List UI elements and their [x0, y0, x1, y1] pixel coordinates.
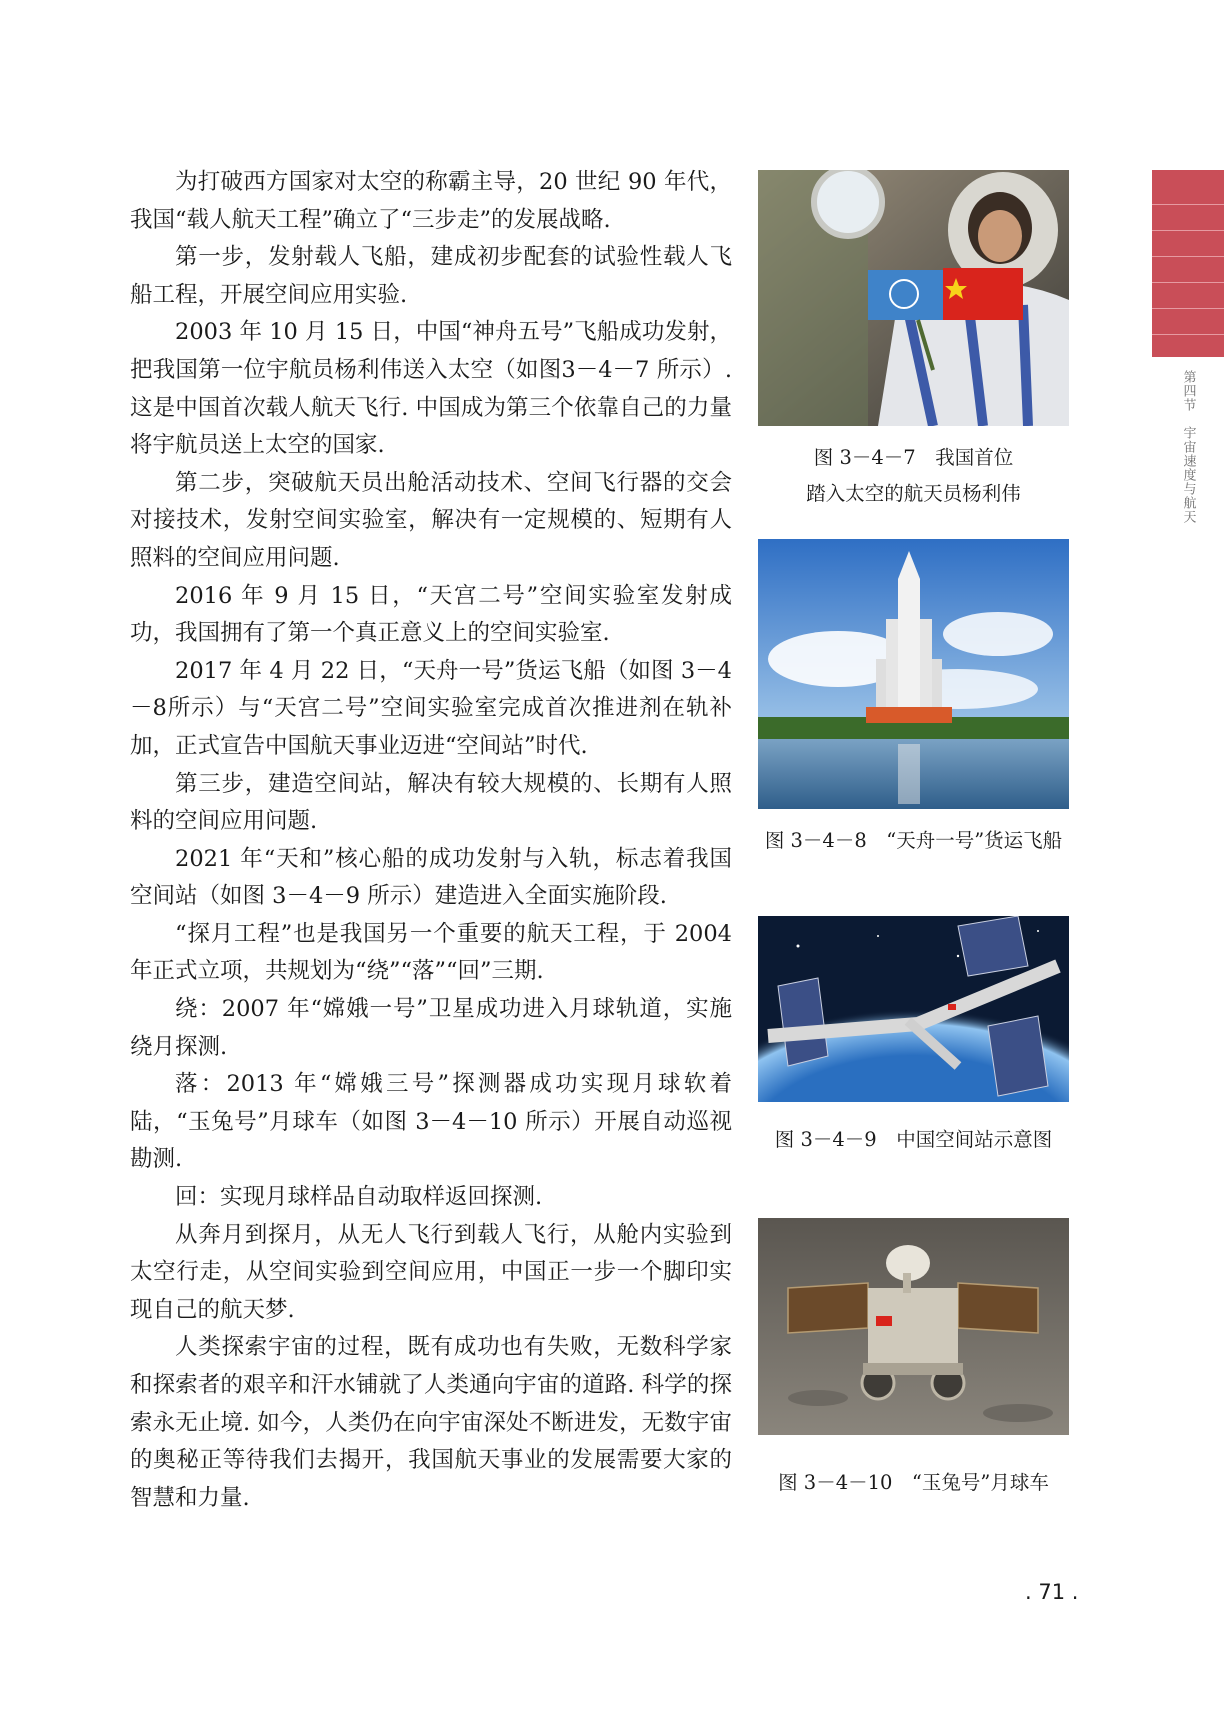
- figure-caption-line: 图 3－4－10 “玉兔号”月球车: [778, 1471, 1049, 1494]
- lunar-rover-photo: [758, 1218, 1069, 1435]
- body-text: [130, 164, 732, 1517]
- section-number: 第四节: [1180, 370, 1196, 412]
- astronaut-photo: [758, 170, 1069, 426]
- page-number: . 71 .: [1025, 1580, 1079, 1604]
- paragraph: 第二步，突破航天员出舱活动技术、空间飞行器的交会对接技术，发射空间实验室，解决有一定规模的、短期有人照料的空间应用问题.: [130, 469, 732, 571]
- rocket-photo: [758, 539, 1069, 809]
- paragraph: 2017 年 4 月 22 日，“天舟一号”货运飞船（如图 3－4－8所示）与“天宫二号”空间实验室完成首次推进剂在轨补加，正式宣告中国航天事业迈进“空间站”时代.: [130, 657, 732, 759]
- paragraph: 人类探索宇宙的过程，既有成功也有失败，无数科学家和探索者的艰辛和汗水铺就了人类通向宇宙的道路. 科学的探索永无止境. 如今，人类仍在向宇宙深处不断进发，无数宇宙的奥秘正等待我们去揭开，我国航天事业的发展需要大家的智慧和力量.: [130, 1334, 732, 1511]
- figure-rocket: [758, 539, 1069, 859]
- paragraph: 绕：2007 年“嫦娥一号”卫星成功进入月球轨道，实施绕月探测.: [130, 996, 732, 1060]
- space-station-image: [758, 916, 1069, 1102]
- figure-caption-line: 图 3－4－8 “天舟一号”货运飞船: [764, 829, 1063, 852]
- paragraph: 落：2013 年“嫦娥三号”探测器成功实现月球软着陆，“玉兔号”月球车（如图 3－4－10 所示）开展自动巡视勘测.: [130, 1071, 732, 1173]
- chapter-tab: [1152, 170, 1224, 357]
- figure-astronaut: [758, 170, 1069, 512]
- paragraph: 2021 年“天和”核心船的成功发射与入轨，标志着我国空间站（如图 3－4－9 所示）建造进入全面实施阶段.: [130, 845, 732, 910]
- figure-caption-line: 图 3－4－9 中国空间站示意图: [774, 1128, 1053, 1151]
- paragraph: 回：实现月球样品自动取样返回探测.: [175, 1184, 543, 1211]
- paragraph: 第三步，建造空间站，解决有较大规模的、长期有人照料的空间应用问题.: [130, 770, 732, 835]
- paragraph: 为打破西方国家对太空的称霸主导，20 世纪 90 年代，我国“载人航天工程”确立了“三步走”的发展战略.: [130, 169, 732, 233]
- section-topic: 宇宙速度与航天: [1180, 426, 1196, 524]
- figure-space-station: [758, 916, 1069, 1158]
- figure-caption-line: 踏入太空的航天员杨利伟: [806, 482, 1021, 505]
- figure-caption-line: 图 3－4－7 我国首位: [813, 446, 1014, 469]
- paragraph: 从奔月到探月，从无人飞行到载人飞行，从舱内实验到太空行走，从空间实验到空间应用，中国正一步一个脚印实现自己的航天梦.: [130, 1221, 732, 1323]
- paragraph: 2016 年 9 月 15 日，“天宫二号”空间实验室发射成功，我国拥有了第一个真正意义上的空间实验室.: [130, 582, 732, 647]
- paragraph: 2003 年 10 月 15 日，中国“神舟五号”飞船成功发射，把我国第一位宇航员杨利伟送入太空（如图3－4－7 所示）. 这是中国首次载人航天飞行. 中国成为第三个依靠自己的力量将宇航员送上太空的国家.: [130, 319, 732, 459]
- paragraph: “探月工程”也是我国另一个重要的航天工程，于 2004 年正式立项，共规划为“绕”“落”“回”三期.: [130, 920, 732, 985]
- section-label: [1152, 370, 1224, 524]
- paragraph: 第一步，发射载人飞船，建成初步配套的试验性载人飞船工程，开展空间应用实验.: [130, 244, 732, 308]
- figure-lunar-rover: [758, 1218, 1069, 1501]
